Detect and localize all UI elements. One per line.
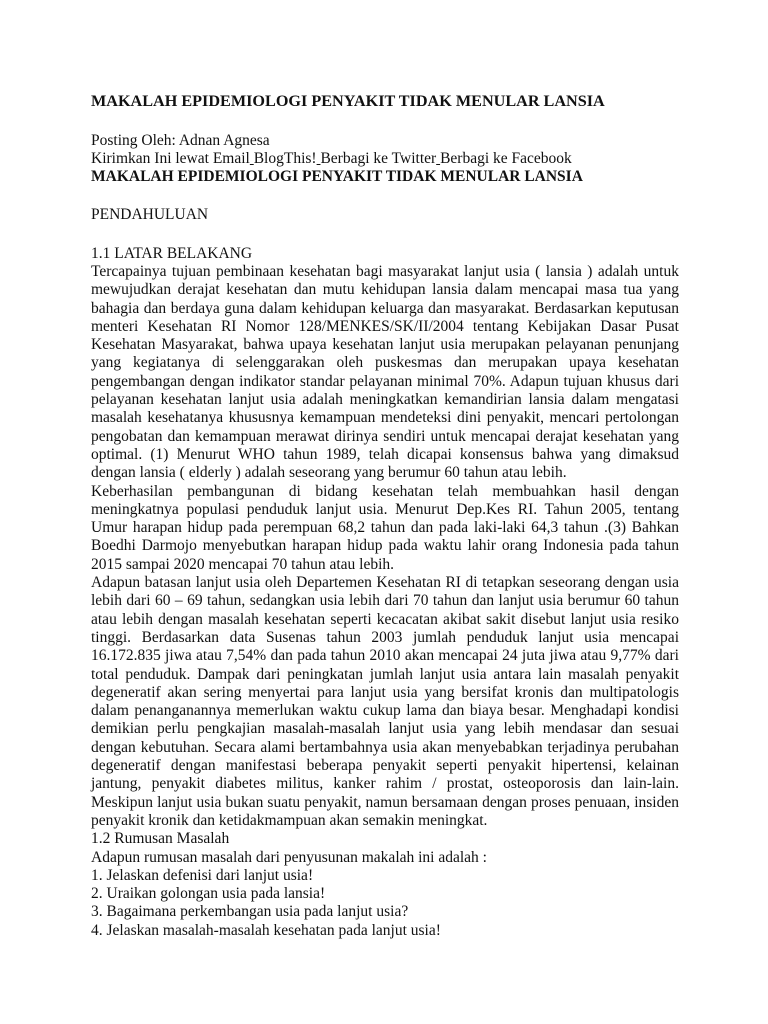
share-blogthis-link[interactable]: BlogThis! <box>253 150 317 167</box>
subsection-heading-latar-belakang: 1.1 LATAR BELAKANG <box>91 245 253 262</box>
list-item: 2. Uraikan golongan usia pada lansia! <box>91 885 326 903</box>
paragraph: Keberhasilan pembangunan di bidang kesehatan telah membuahkan hasil dengan meningkatnya populasi penduduk lanjut usia. Menurut Dep.Kes RI. Tahun 2005, tentang Umur harapan hidup pada perempuan 68,2 tahun dan pada laki-laki 64,3 tahun .(3) Bahkan Boedhi Darmojo menyebutkan harapan hidup pada waktu lahir orang Indonesia pada tahun 2015 sampai 2020 mencapai 70 tahun atau lebih. <box>91 482 679 573</box>
list-intro: Adapun rumusan masalah dari penyusunan makalah ini adalah : <box>91 848 487 866</box>
share-links <box>91 150 679 168</box>
paragraph: Adapun batasan lanjut usia oleh Departemen Kesehatan RI di tetapkan seseorang dengan usia lebih dari 60 – 69 tahun, sedangkan usia lebih dari 70 tahun dan lanjut usia berumur 60 tahun atau lebih dengan masalah kesehatan seperti kecacatan akibat sakit disebut lanjut usia resiko tinggi. Berdasarkan data Susenas tahun 2003 jumlah penduduk lanjut usia mencapai 16.172.835 jiwa atau 7,54% dan pada tahun 2010 akan mencapai 24 juta jiwa atau 9,77% dari total penduduk. Dampak dari peningkatan jumlah lanjut usia antara lain masalah penyakit degeneratif akan sering menyertai para lanjut usia yang bersifat kronis dan multipatologis dalam penanganannya memerlukan waktu cukup lama dan biaya besar. Menghadapi kondisi demikian perlu pengkajian masalah-masalah lanjut usia yang lebih mendasar dan sesuai dengan kebutuhan. Secara alami bertambahnya usia akan menyebabkan terjadinya perubahan degeneratif dengan manifestasi beberapa penyakit seperti penyakit hipertensi, kelainan jantung, penyakit diabetes militus, kanker rahim / prostat, osteoporosis dan lain-lain. Meskipun lanjut usia bukan suatu penyakit, namun bersamaan dengan proses penuaan, insiden penyakit kronik dan ketidakmampuan akan semakin meningkat. <box>91 574 679 829</box>
author-line: Posting Oleh: Adnan Agnesa <box>91 132 270 149</box>
list-item: 1. Jelaskan defenisi dari lanjut usia! <box>91 866 314 884</box>
spacer <box>91 110 679 128</box>
paragraph: Tercapainya tujuan pembinaan kesehatan bagi masyarakat lanjut usia ( lansia ) adalah untuk mewujudkan derajat kesehatan dan mutu kehidupan lansia dalam mencapai masa tua yang bahagia dan berdaya guna dalam kehidupan keluarga dan masyarakat. Berdasarkan keputusan menteri Kesehatan RI Nomor 128/MENKES/SK/II/2004 tentang Kebijakan Dasar Pusat Kesehatan Masyarakat, bahwa upaya kesehatan lanjut usia merupakan pelayanan penunjang yang kegiatanya di selenggarakan oleh puskesmas dan merupakan upaya kesehatan pengembangan dengan indikator standar pelayanan minimal 70%. Adapun tujuan khusus dari pelayanan kesehatan lanjut usia adalah meningkatkan kemandirian lansia dalam mengatasi masalah kesehatanya khususnya kemampuan mendeteksi dini penyakit, mencari pertolongan pengobatan dan kemampuan merawat dirinya sendiri untuk mencapai derajat kesehatan yang optimal. (1) Menurut WHO tahun 1989, telah dicapai konsensus bahwa yang dimaksud dengan lansia ( elderly ) adalah seseorang yang berumur 60 tahun atau lebih. <box>91 263 679 482</box>
spacer <box>91 224 679 242</box>
article-body <box>91 92 679 940</box>
spacer <box>91 186 679 204</box>
list-item: 3. Bagaimana perkembangan usia pada lanjut usia? <box>91 903 409 921</box>
list-item: 4. Jelaskan masalah-masalah kesehatan pada lanjut usia! <box>91 921 441 939</box>
share-email-link[interactable]: Kirimkan Ini lewat Email <box>91 150 250 167</box>
share-twitter-link[interactable]: Berbagi ke Twitter <box>320 150 437 167</box>
section-heading: PENDAHULUAN <box>91 206 209 223</box>
subsection-heading-rumusan-masalah: 1.2 Rumusan Masalah <box>91 830 230 848</box>
document-subtitle: MAKALAH EPIDEMIOLOGI PENYAKIT TIDAK MENULAR LANSIA <box>91 168 583 185</box>
share-facebook-link[interactable]: Berbagi ke Facebook <box>440 150 572 167</box>
document-title: MAKALAH EPIDEMIOLOGI PENYAKIT TIDAK MENULAR LANSIA <box>91 92 605 110</box>
